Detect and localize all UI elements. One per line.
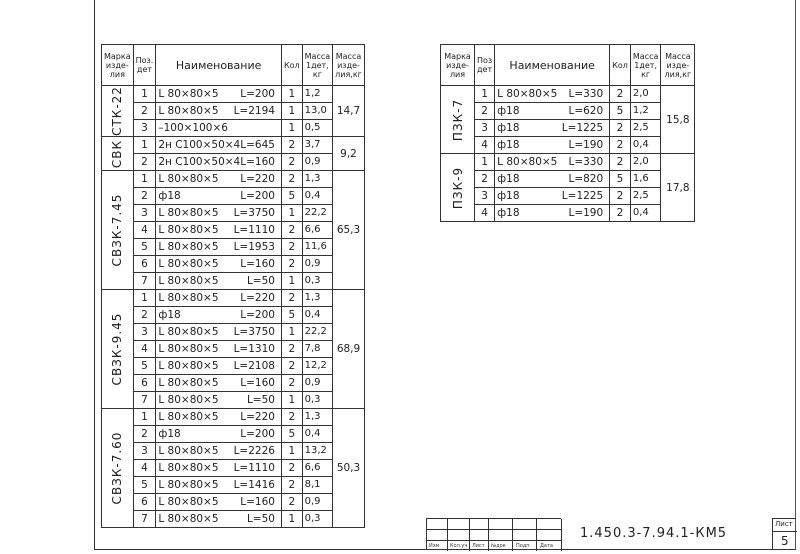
part-length: L=330	[568, 88, 604, 100]
part-name-cell	[156, 494, 282, 511]
part-mass: 13,2	[302, 443, 333, 460]
part-length: L=160	[240, 377, 275, 389]
part-name: L 80×80×5	[158, 88, 219, 100]
part-quantity: 2	[610, 86, 631, 103]
part-name: L 80×80×5	[158, 275, 219, 287]
part-length: L=200	[240, 428, 275, 440]
part-length: L=200	[240, 309, 275, 321]
table-row	[102, 341, 365, 358]
part-quantity: 2	[610, 205, 631, 222]
right-specification-table	[440, 44, 695, 222]
part-quantity: 1	[281, 103, 302, 120]
item-mark	[441, 86, 475, 154]
part-name-cell	[495, 120, 610, 137]
part-name: L 80×80×5	[158, 207, 219, 219]
table-row	[102, 256, 365, 273]
part-quantity: 1	[281, 120, 302, 137]
part-name-cell	[156, 171, 282, 188]
part-name: ф18	[158, 190, 181, 202]
part-position: 3	[133, 120, 156, 137]
part-name-cell	[156, 103, 282, 120]
table-row	[102, 137, 365, 154]
title-block-grid	[426, 518, 561, 550]
part-name-cell	[495, 171, 610, 188]
part-position: 1	[133, 137, 156, 154]
header-qty: Кол	[610, 45, 631, 86]
part-quantity: 2	[281, 171, 302, 188]
part-position: 4	[133, 341, 156, 358]
part-mass: 0,9	[302, 256, 333, 273]
table-row	[102, 171, 365, 188]
item-mark-label: ПЗК-7	[450, 98, 465, 141]
item-mark-label: СВК	[110, 139, 125, 168]
part-quantity: 1	[281, 511, 302, 528]
part-quantity: 1	[281, 205, 302, 222]
part-length: L=2226	[233, 445, 275, 457]
part-name: L 80×80×5	[158, 479, 219, 491]
part-quantity: 5	[281, 307, 302, 324]
part-position: 7	[133, 392, 156, 409]
part-quantity: 2	[281, 290, 302, 307]
part-name: L 80×80×5	[158, 411, 219, 423]
part-name: L 80×80×5	[158, 394, 219, 406]
part-name: L 80×80×5	[158, 241, 219, 253]
part-name-cell	[156, 137, 282, 154]
part-mass: 1,3	[302, 171, 333, 188]
item-total-mass: 9,2	[333, 137, 365, 171]
item-mark-label: ПЗК-9	[450, 166, 465, 209]
part-name-cell	[156, 154, 282, 171]
item-mark	[102, 171, 134, 290]
part-length: L=1953	[233, 241, 275, 253]
part-quantity: 2	[281, 494, 302, 511]
item-mark	[102, 290, 134, 409]
part-name-cell	[156, 426, 282, 443]
part-length: L=2194	[233, 105, 275, 117]
part-quantity: 2	[281, 409, 302, 426]
stamp-label-1: Кол.уч	[450, 543, 468, 549]
part-position: 4	[475, 137, 495, 154]
part-name: L 80×80×5	[158, 360, 219, 372]
part-name-cell	[495, 103, 610, 120]
header-mass-one: Масса 1дет, кг	[302, 45, 333, 86]
table-row	[102, 154, 365, 171]
part-quantity: 2	[281, 137, 302, 154]
part-position: 5	[133, 477, 156, 494]
item-mark	[102, 137, 134, 171]
part-name: ф18	[158, 309, 181, 321]
part-mass: 1,2	[630, 103, 661, 120]
part-name: ф18	[497, 139, 520, 151]
header-name: Наименование	[495, 45, 610, 86]
part-quantity: 1	[281, 86, 302, 103]
part-name-cell	[156, 443, 282, 460]
part-name-cell	[156, 358, 282, 375]
part-quantity: 2	[610, 120, 631, 137]
part-name: ф18	[497, 173, 520, 185]
part-position: 2	[133, 307, 156, 324]
part-mass: 0,4	[630, 205, 661, 222]
table-row	[102, 290, 365, 307]
item-mark-label: СТК-22	[110, 86, 125, 136]
part-quantity: 5	[610, 103, 631, 120]
part-name-cell	[495, 86, 610, 103]
part-position: 4	[475, 205, 495, 222]
part-length: L=3750	[233, 207, 275, 219]
part-name: L 80×80×5	[158, 173, 219, 185]
table-row	[441, 103, 695, 120]
part-position: 2	[133, 154, 156, 171]
part-length: L=160	[240, 156, 275, 168]
table-row	[441, 137, 695, 154]
header-mark: Марка изде-лия	[102, 45, 134, 86]
part-position: 4	[133, 460, 156, 477]
part-name: ф18	[497, 207, 520, 219]
left-specification-table	[101, 44, 365, 528]
header-qty: Кол	[281, 45, 302, 86]
table-row	[102, 409, 365, 426]
part-mass: 1,2	[302, 86, 333, 103]
part-name-cell	[495, 188, 610, 205]
part-position: 1	[133, 409, 156, 426]
part-length: L=1225	[561, 190, 604, 202]
part-name-cell	[156, 188, 282, 205]
part-name-cell	[495, 137, 610, 154]
part-length: L=620	[568, 105, 604, 117]
table-row	[102, 103, 365, 120]
stamp-label-2: Лист	[472, 543, 485, 549]
table-row	[102, 273, 365, 290]
part-length: L=1110	[233, 462, 275, 474]
part-name-cell	[156, 477, 282, 494]
item-total-mass: 68,9	[333, 290, 365, 409]
part-name: L 80×80×5	[158, 224, 219, 236]
table-row	[102, 426, 365, 443]
part-quantity: 2	[281, 239, 302, 256]
part-mass: 2,5	[630, 120, 661, 137]
table-row	[102, 239, 365, 256]
part-name: L 80×80×5	[497, 88, 558, 100]
part-name-cell	[156, 392, 282, 409]
item-mark	[102, 86, 134, 137]
part-mass: 2,5	[630, 188, 661, 205]
item-total-mass: 65,3	[333, 171, 365, 290]
table-row	[441, 86, 695, 103]
part-length: L=200	[240, 190, 275, 202]
part-length: L=50	[246, 513, 275, 525]
part-mass: 6,6	[302, 460, 333, 477]
part-quantity: 2	[281, 358, 302, 375]
part-name-cell	[156, 409, 282, 426]
part-quantity: 2	[281, 154, 302, 171]
part-mass: 0,3	[302, 511, 333, 528]
table-row	[102, 375, 365, 392]
part-mass: 13,0	[302, 103, 333, 120]
item-total-mass: 50,3	[333, 409, 365, 528]
part-name: L 80×80×5	[158, 105, 219, 117]
part-position: 3	[133, 443, 156, 460]
part-name-cell	[156, 205, 282, 222]
part-mass: 8,1	[302, 477, 333, 494]
item-total-mass: 17,8	[661, 154, 695, 222]
table-row	[102, 324, 365, 341]
header-mass-total: Масса изде-лия,кг	[333, 45, 365, 86]
table-row	[102, 358, 365, 375]
part-position: 3	[475, 188, 495, 205]
sheet-box	[772, 518, 796, 550]
table-row	[441, 188, 695, 205]
part-quantity: 5	[281, 426, 302, 443]
part-length: L=200	[240, 88, 275, 100]
part-name-cell	[495, 205, 610, 222]
part-position: 3	[475, 120, 495, 137]
part-position: 4	[133, 222, 156, 239]
part-mass: 0,4	[302, 307, 333, 324]
table-row	[102, 205, 365, 222]
part-quantity: 1	[281, 273, 302, 290]
part-length: L=220	[240, 411, 275, 423]
table-row	[102, 477, 365, 494]
header-mass-one: Масса 1дет, кг	[630, 45, 661, 86]
part-length: L=820	[568, 173, 604, 185]
table-row	[102, 188, 365, 205]
document-code: 1.450.3-7.94.1-КМ5	[580, 526, 728, 541]
left-table-header	[102, 45, 365, 86]
item-total-mass: 15,8	[661, 86, 695, 154]
table-row	[441, 154, 695, 171]
part-length: L=220	[240, 292, 275, 304]
part-name: 2н С100×50×4	[158, 156, 241, 168]
right-table-body	[441, 86, 695, 222]
part-length: L=220	[240, 173, 275, 185]
part-quantity: 2	[281, 460, 302, 477]
part-name: ф18	[497, 122, 520, 134]
part-position: 1	[475, 154, 495, 171]
part-name: L 80×80×5	[497, 156, 558, 168]
part-quantity: 5	[281, 188, 302, 205]
table-row	[441, 205, 695, 222]
part-name-cell	[495, 154, 610, 171]
part-quantity: 1	[281, 443, 302, 460]
part-quantity: 1	[281, 324, 302, 341]
part-mass: 7,8	[302, 341, 333, 358]
part-name-cell	[156, 273, 282, 290]
part-mass: 11,6	[302, 239, 333, 256]
item-mark-label: СВЗК-9.45	[110, 312, 125, 386]
part-quantity: 5	[610, 171, 631, 188]
part-name: L 80×80×5	[158, 513, 219, 525]
part-mass: 12,2	[302, 358, 333, 375]
part-length: L=1225	[561, 122, 604, 134]
header-mass-total: Масса изде-лия,кг	[661, 45, 695, 86]
table-row	[102, 494, 365, 511]
part-length: L=1416	[233, 479, 275, 491]
table-row	[102, 307, 365, 324]
part-position: 2	[475, 171, 495, 188]
part-quantity: 2	[281, 222, 302, 239]
part-mass: 0,9	[302, 154, 333, 171]
part-mass: 22,2	[302, 324, 333, 341]
sheet-label: Лист	[775, 520, 793, 528]
part-position: 1	[475, 86, 495, 103]
part-name: L 80×80×5	[158, 343, 219, 355]
part-quantity: 2	[610, 137, 631, 154]
part-position: 2	[133, 188, 156, 205]
part-position: 7	[133, 511, 156, 528]
part-name-cell	[156, 307, 282, 324]
part-length: L=645	[240, 139, 275, 151]
item-mark-label: СВЗК-7.45	[110, 193, 125, 267]
part-mass: 6,6	[302, 222, 333, 239]
header-pos: Поз. дет	[133, 45, 156, 86]
part-name: L 80×80×5	[158, 462, 219, 474]
part-name-cell	[156, 290, 282, 307]
header-pos: Поз дет	[475, 45, 495, 86]
part-position: 3	[133, 324, 156, 341]
part-length: L=1310	[233, 343, 275, 355]
part-name-cell	[156, 256, 282, 273]
header-mark: Марка изде-лия	[441, 45, 475, 86]
part-position: 2	[475, 103, 495, 120]
part-quantity: 1	[281, 392, 302, 409]
part-mass: 22,2	[302, 205, 333, 222]
stamp-label-0: Изм	[429, 543, 440, 549]
table-row	[102, 120, 365, 137]
table-row	[102, 392, 365, 409]
part-length: L=160	[240, 258, 275, 270]
table-row	[102, 460, 365, 477]
stamp-label-4: Подп	[516, 543, 530, 549]
part-quantity: 2	[281, 341, 302, 358]
part-quantity: 2	[281, 477, 302, 494]
part-length: L=1110	[233, 224, 275, 236]
table-row	[102, 222, 365, 239]
part-name: ф18	[497, 190, 520, 202]
sheet-number: 5	[781, 534, 789, 548]
part-name: L 80×80×5	[158, 258, 219, 270]
item-mark	[441, 154, 475, 222]
part-name-cell	[156, 324, 282, 341]
part-length: L=3750	[233, 326, 275, 338]
table-row	[102, 443, 365, 460]
part-position: 1	[133, 290, 156, 307]
part-length: L=160	[240, 496, 275, 508]
part-position: 6	[133, 375, 156, 392]
part-position: 3	[133, 205, 156, 222]
part-length: L=2108	[233, 360, 275, 372]
part-name: L 80×80×5	[158, 496, 219, 508]
right-table-header	[441, 45, 695, 86]
part-name-cell	[156, 460, 282, 477]
part-length: L=190	[568, 207, 604, 219]
part-name: L 80×80×5	[158, 377, 219, 389]
part-position: 6	[133, 256, 156, 273]
part-name: L 80×80×5	[158, 326, 219, 338]
item-mark	[102, 409, 134, 528]
part-length: L=330	[568, 156, 604, 168]
part-position: 2	[133, 103, 156, 120]
part-length: L=50	[246, 394, 275, 406]
part-name-cell	[156, 375, 282, 392]
part-name: 2н С100×50×4	[158, 139, 241, 151]
part-mass: 0,3	[302, 273, 333, 290]
part-mass: 2,0	[630, 154, 661, 171]
table-row	[441, 171, 695, 188]
part-position: 6	[133, 494, 156, 511]
part-mass: 0,4	[302, 426, 333, 443]
part-name-cell	[156, 120, 282, 137]
part-position: 1	[133, 86, 156, 103]
part-mass: 0,4	[302, 188, 333, 205]
part-name: L 80×80×5	[158, 292, 219, 304]
part-mass: 0,9	[302, 375, 333, 392]
part-quantity: 2	[281, 375, 302, 392]
part-position: 5	[133, 358, 156, 375]
table-row	[441, 120, 695, 137]
item-mark-label: СВЗК-7.60	[110, 431, 125, 505]
part-name: –100×100×6	[158, 122, 228, 134]
part-mass: 1,3	[302, 290, 333, 307]
part-mass: 2,0	[630, 86, 661, 103]
part-mass: 3,7	[302, 137, 333, 154]
part-quantity: 2	[610, 188, 631, 205]
left-table-body	[102, 86, 365, 528]
part-mass: 0,3	[302, 392, 333, 409]
table-row	[102, 86, 365, 103]
part-position: 7	[133, 273, 156, 290]
header-name: Наименование	[156, 45, 282, 86]
part-position: 1	[133, 171, 156, 188]
part-name-cell	[156, 511, 282, 528]
part-mass: 1,3	[302, 409, 333, 426]
part-mass: 0,5	[302, 120, 333, 137]
part-position: 2	[133, 426, 156, 443]
item-total-mass: 14,7	[333, 86, 365, 137]
part-mass: 0,4	[630, 137, 661, 154]
stamp-label-5: Дата	[540, 543, 553, 549]
table-row	[102, 511, 365, 528]
stamp-label-3: №док	[491, 543, 506, 549]
part-name: ф18	[158, 428, 181, 440]
part-mass: 0,9	[302, 494, 333, 511]
part-quantity: 2	[610, 154, 631, 171]
part-name-cell	[156, 86, 282, 103]
part-length: L=190	[568, 139, 604, 151]
part-position: 5	[133, 239, 156, 256]
part-name-cell	[156, 222, 282, 239]
part-name-cell	[156, 341, 282, 358]
part-name-cell	[156, 239, 282, 256]
part-quantity: 2	[281, 256, 302, 273]
part-name: L 80×80×5	[158, 445, 219, 457]
part-mass: 1,6	[630, 171, 661, 188]
part-length: L=50	[246, 275, 275, 287]
part-name: ф18	[497, 105, 520, 117]
